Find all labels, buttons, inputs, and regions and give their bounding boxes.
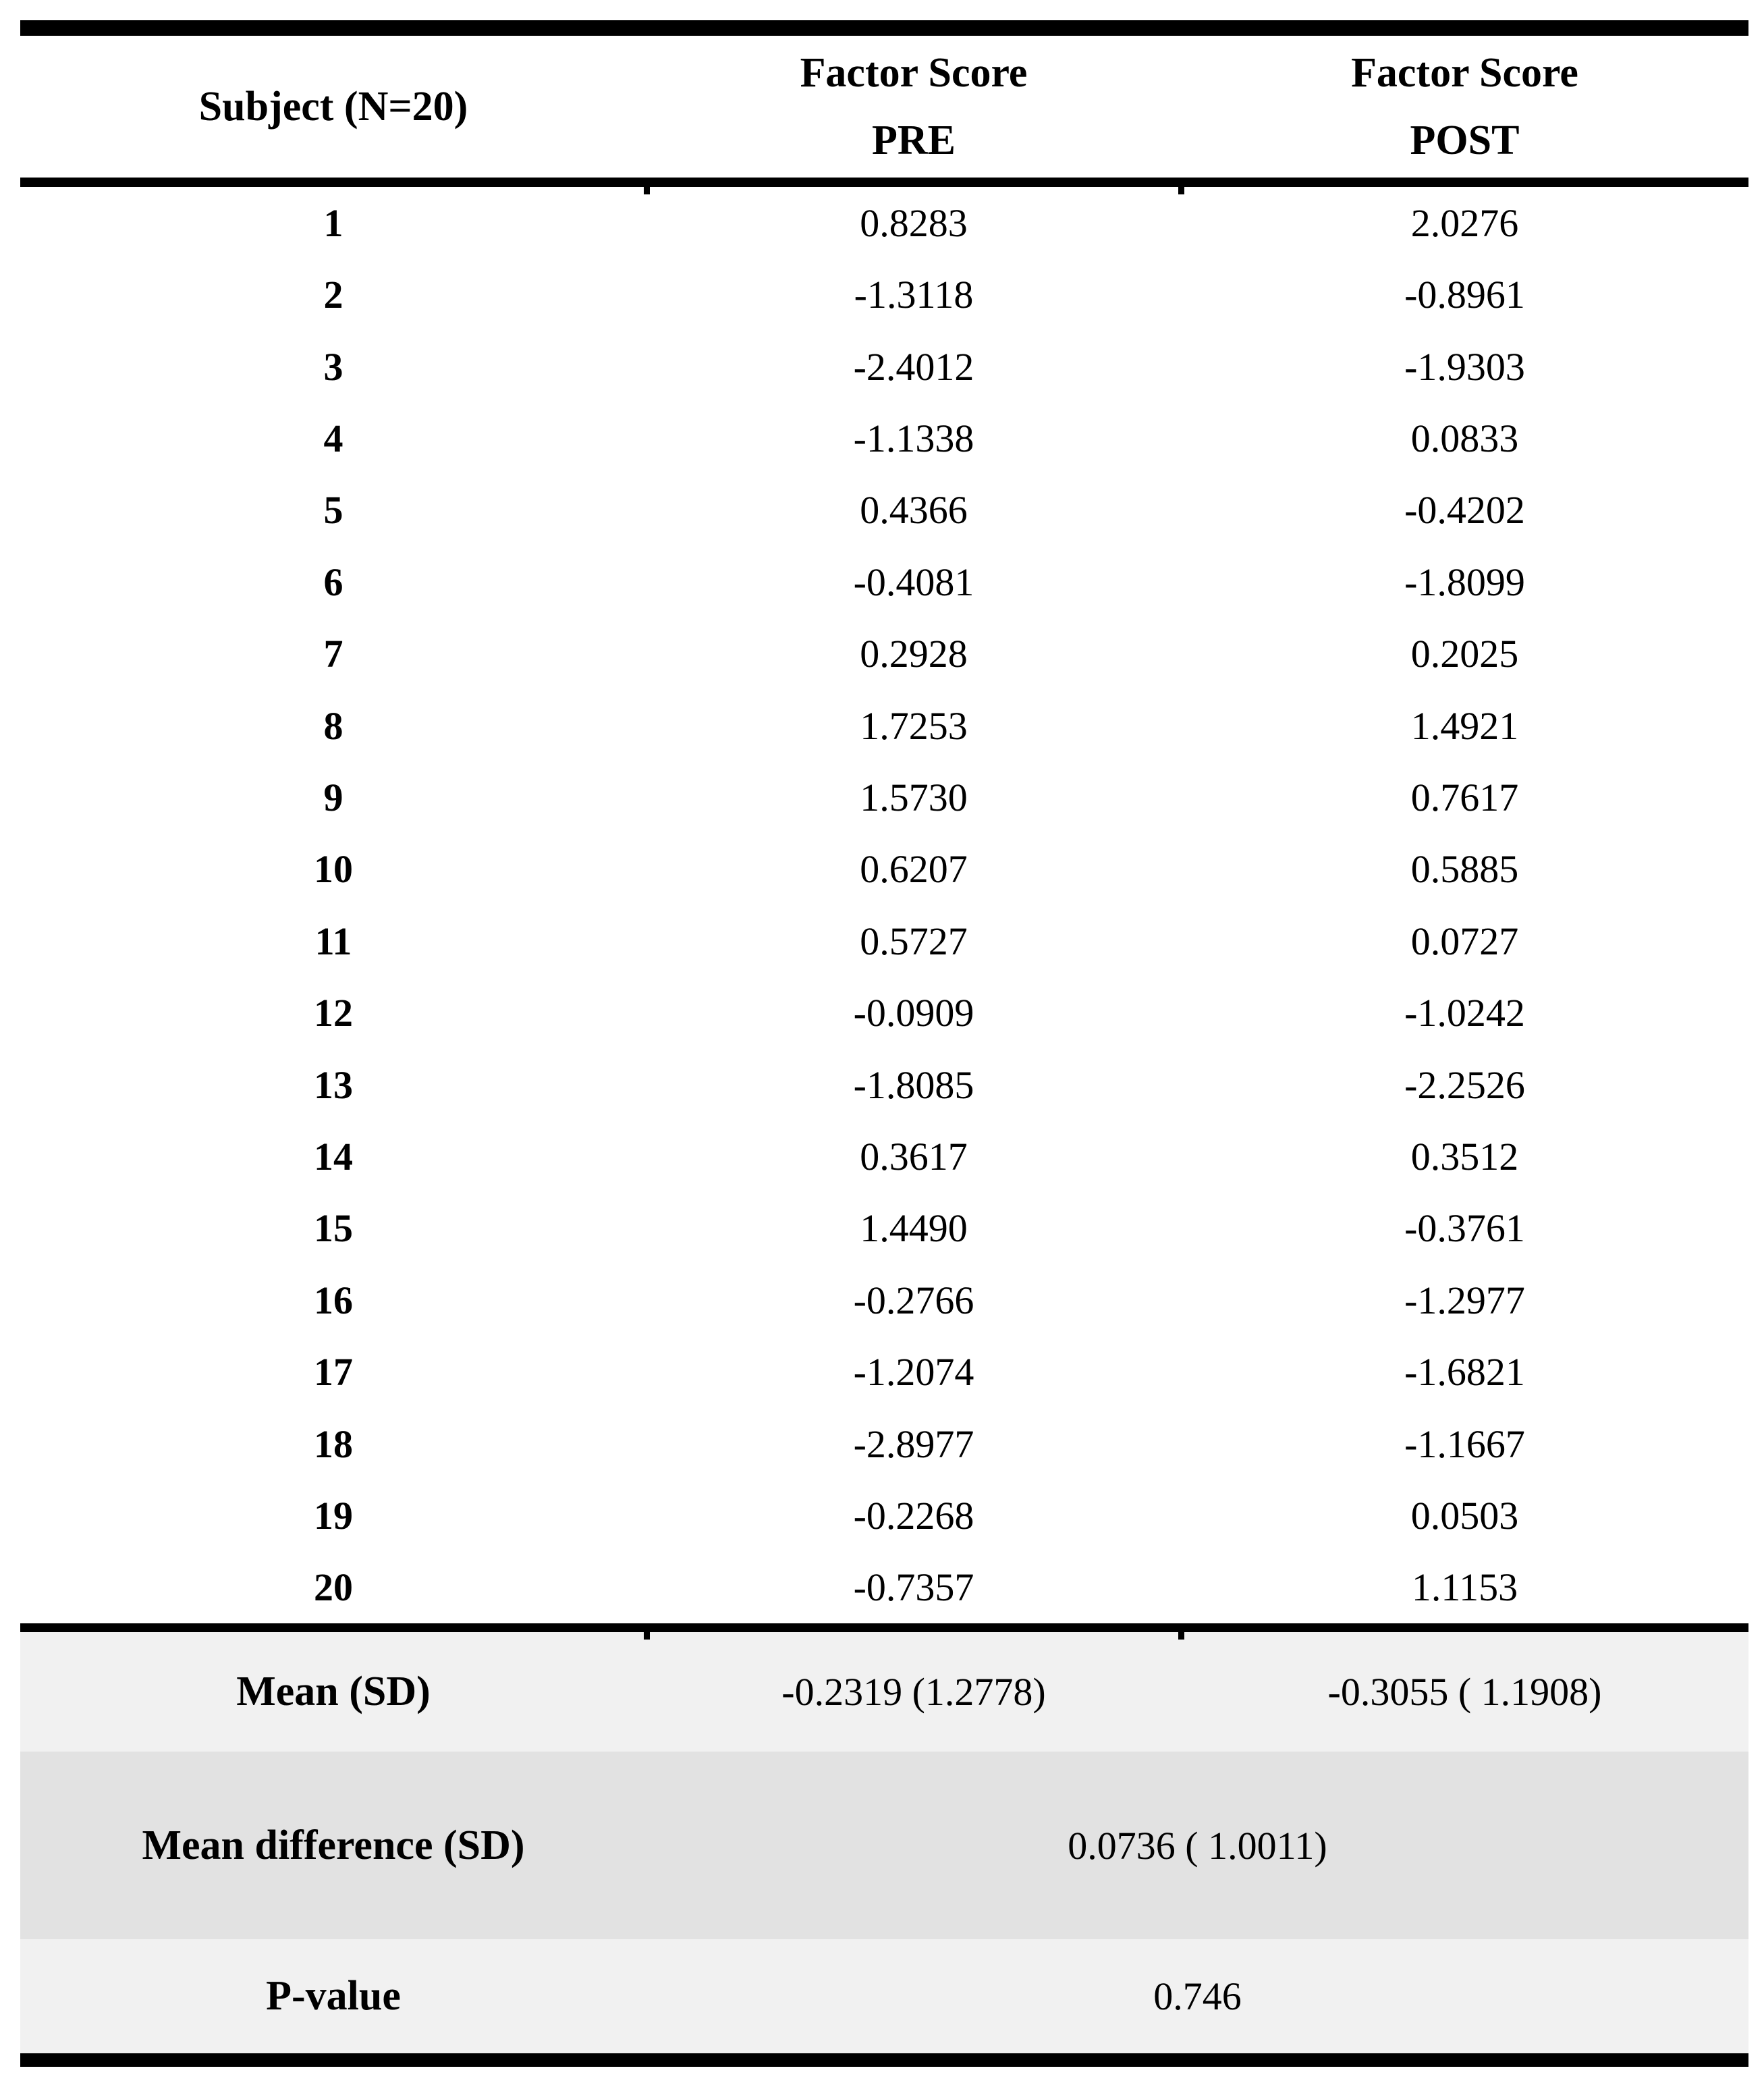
column-divider-tick xyxy=(644,187,650,194)
pre-score-cell: -0.4081 xyxy=(853,560,974,604)
subject-cell: 16 xyxy=(314,1278,353,1322)
post-score-cell: 0.0727 xyxy=(1410,919,1519,963)
post-score-cell: 0.7617 xyxy=(1410,775,1519,819)
subject-cell: 10 xyxy=(314,847,353,892)
table-row xyxy=(20,905,1748,977)
table-row xyxy=(20,475,1748,546)
table-row xyxy=(20,834,1748,905)
summary-row-p-value xyxy=(20,1939,1748,2053)
header-pre-line1: Factor Score xyxy=(800,49,1028,96)
mean-label: Mean (SD) xyxy=(236,1669,431,1714)
post-score-cell: -1.2977 xyxy=(1404,1278,1525,1322)
subject-cell: 17 xyxy=(314,1350,353,1395)
pre-score-cell: 1.4490 xyxy=(860,1206,968,1251)
mean-difference-value: 0.0736 ( 1.0011) xyxy=(1068,1823,1327,1868)
subject-cell: 13 xyxy=(314,1062,353,1107)
p-value-value: 0.746 xyxy=(1153,1974,1242,2018)
post-score-cell: 2.0276 xyxy=(1410,200,1519,245)
pre-score-cell: 0.3617 xyxy=(860,1134,968,1179)
mean-pre-value: -0.2319 (1.2778) xyxy=(781,1670,1046,1714)
header-subject xyxy=(20,36,646,178)
pre-score-cell: 0.2928 xyxy=(860,632,968,676)
post-score-cell: 1.1153 xyxy=(1411,1565,1518,1610)
header-separator-rule xyxy=(20,178,1748,187)
table-row xyxy=(20,1120,1748,1192)
mean-difference-label: Mean difference (SD) xyxy=(142,1822,525,1868)
table-row xyxy=(20,1049,1748,1120)
pre-score-cell: 0.6207 xyxy=(860,847,968,892)
post-score-cell: -0.3761 xyxy=(1404,1206,1525,1251)
subject-cell: 6 xyxy=(323,560,343,604)
post-score-cell: -2.2526 xyxy=(1404,1062,1525,1107)
table-row xyxy=(20,1480,1748,1551)
pre-score-cell: 0.8283 xyxy=(860,200,968,245)
table-header-row xyxy=(20,36,1748,178)
table-top-rule xyxy=(20,20,1748,36)
subject-cell: 2 xyxy=(323,273,343,317)
header-subject-label: Subject (N=20) xyxy=(198,83,468,130)
post-score-cell: 0.2025 xyxy=(1410,632,1519,676)
post-score-cell: -0.8961 xyxy=(1404,273,1525,317)
factor-score-table xyxy=(20,20,1748,2067)
p-value-label: P-value xyxy=(266,1973,401,2019)
pre-score-cell: -0.2268 xyxy=(853,1494,974,1538)
table-row xyxy=(20,1193,1748,1264)
column-divider-tick xyxy=(644,1632,650,1640)
subject-cell: 11 xyxy=(314,919,352,963)
pre-score-cell: -0.0909 xyxy=(853,991,974,1035)
table-row xyxy=(20,1264,1748,1336)
header-post-line2: POST xyxy=(1410,117,1520,163)
column-divider-tick xyxy=(1178,187,1184,194)
post-score-cell: -1.8099 xyxy=(1404,560,1525,604)
subject-cell: 15 xyxy=(314,1206,353,1251)
subject-cell: 5 xyxy=(323,488,343,533)
subject-cell: 8 xyxy=(323,703,343,748)
mean-post-value: -0.3055 ( 1.1908) xyxy=(1327,1670,1602,1714)
pre-score-cell: -1.8085 xyxy=(853,1062,974,1107)
post-score-cell: 0.5885 xyxy=(1410,847,1519,892)
subject-cell: 20 xyxy=(314,1565,353,1610)
subject-cell: 18 xyxy=(314,1422,353,1466)
subject-cell: 9 xyxy=(323,775,343,819)
table-row xyxy=(20,402,1748,474)
table-row xyxy=(20,618,1748,689)
header-pre-line2: PRE xyxy=(871,117,956,163)
table-row xyxy=(20,1336,1748,1408)
table-row xyxy=(20,690,1748,761)
column-divider-tick xyxy=(1178,1632,1184,1640)
post-score-cell: -1.0242 xyxy=(1404,991,1525,1035)
pre-score-cell: -2.8977 xyxy=(853,1422,974,1466)
pre-score-cell: 0.5727 xyxy=(860,919,968,963)
subject-cell: 12 xyxy=(314,991,353,1035)
post-score-cell: -0.4202 xyxy=(1404,488,1525,533)
summary-row-mean xyxy=(20,1632,1748,1752)
summary-row-mean-difference xyxy=(20,1752,1748,1939)
pre-score-cell: -2.4012 xyxy=(853,344,974,389)
table-body xyxy=(20,187,1748,1623)
table-row xyxy=(20,1552,1748,1623)
table-row xyxy=(20,761,1748,833)
post-score-cell: -1.6821 xyxy=(1404,1350,1525,1395)
post-score-cell: 0.0833 xyxy=(1410,416,1519,460)
post-score-cell: -1.1667 xyxy=(1404,1422,1525,1466)
header-factor-score-pre xyxy=(646,36,1181,178)
pre-score-cell: 0.4366 xyxy=(860,488,968,533)
post-score-cell: 0.3512 xyxy=(1410,1134,1519,1179)
pre-score-cell: -1.3118 xyxy=(854,273,974,317)
pre-score-cell: 1.5730 xyxy=(860,775,968,819)
subject-cell: 4 xyxy=(323,416,343,460)
table-row xyxy=(20,1408,1748,1480)
table-row xyxy=(20,187,1748,259)
subject-cell: 19 xyxy=(314,1494,353,1538)
subject-cell: 1 xyxy=(323,200,343,245)
table-row xyxy=(20,331,1748,402)
subject-cell: 14 xyxy=(314,1134,353,1179)
header-post-line1: Factor Score xyxy=(1351,49,1578,96)
pre-score-cell: -0.7357 xyxy=(853,1565,974,1610)
pre-score-cell: 1.7253 xyxy=(860,703,968,748)
post-score-cell: -1.9303 xyxy=(1404,344,1525,389)
table-bottom-rule xyxy=(20,2053,1748,2067)
pre-score-cell: -1.2074 xyxy=(853,1350,974,1395)
body-separator-rule xyxy=(20,1623,1748,1632)
table-row xyxy=(20,546,1748,618)
table-row xyxy=(20,259,1748,330)
subject-cell: 7 xyxy=(323,632,343,676)
pre-score-cell: -1.1338 xyxy=(853,416,974,460)
subject-cell: 3 xyxy=(323,344,343,389)
post-score-cell: 1.4921 xyxy=(1410,703,1519,748)
pre-score-cell: -0.2766 xyxy=(853,1278,974,1322)
table-row xyxy=(20,977,1748,1048)
post-score-cell: 0.0503 xyxy=(1410,1494,1519,1538)
header-factor-score-post xyxy=(1181,36,1748,178)
